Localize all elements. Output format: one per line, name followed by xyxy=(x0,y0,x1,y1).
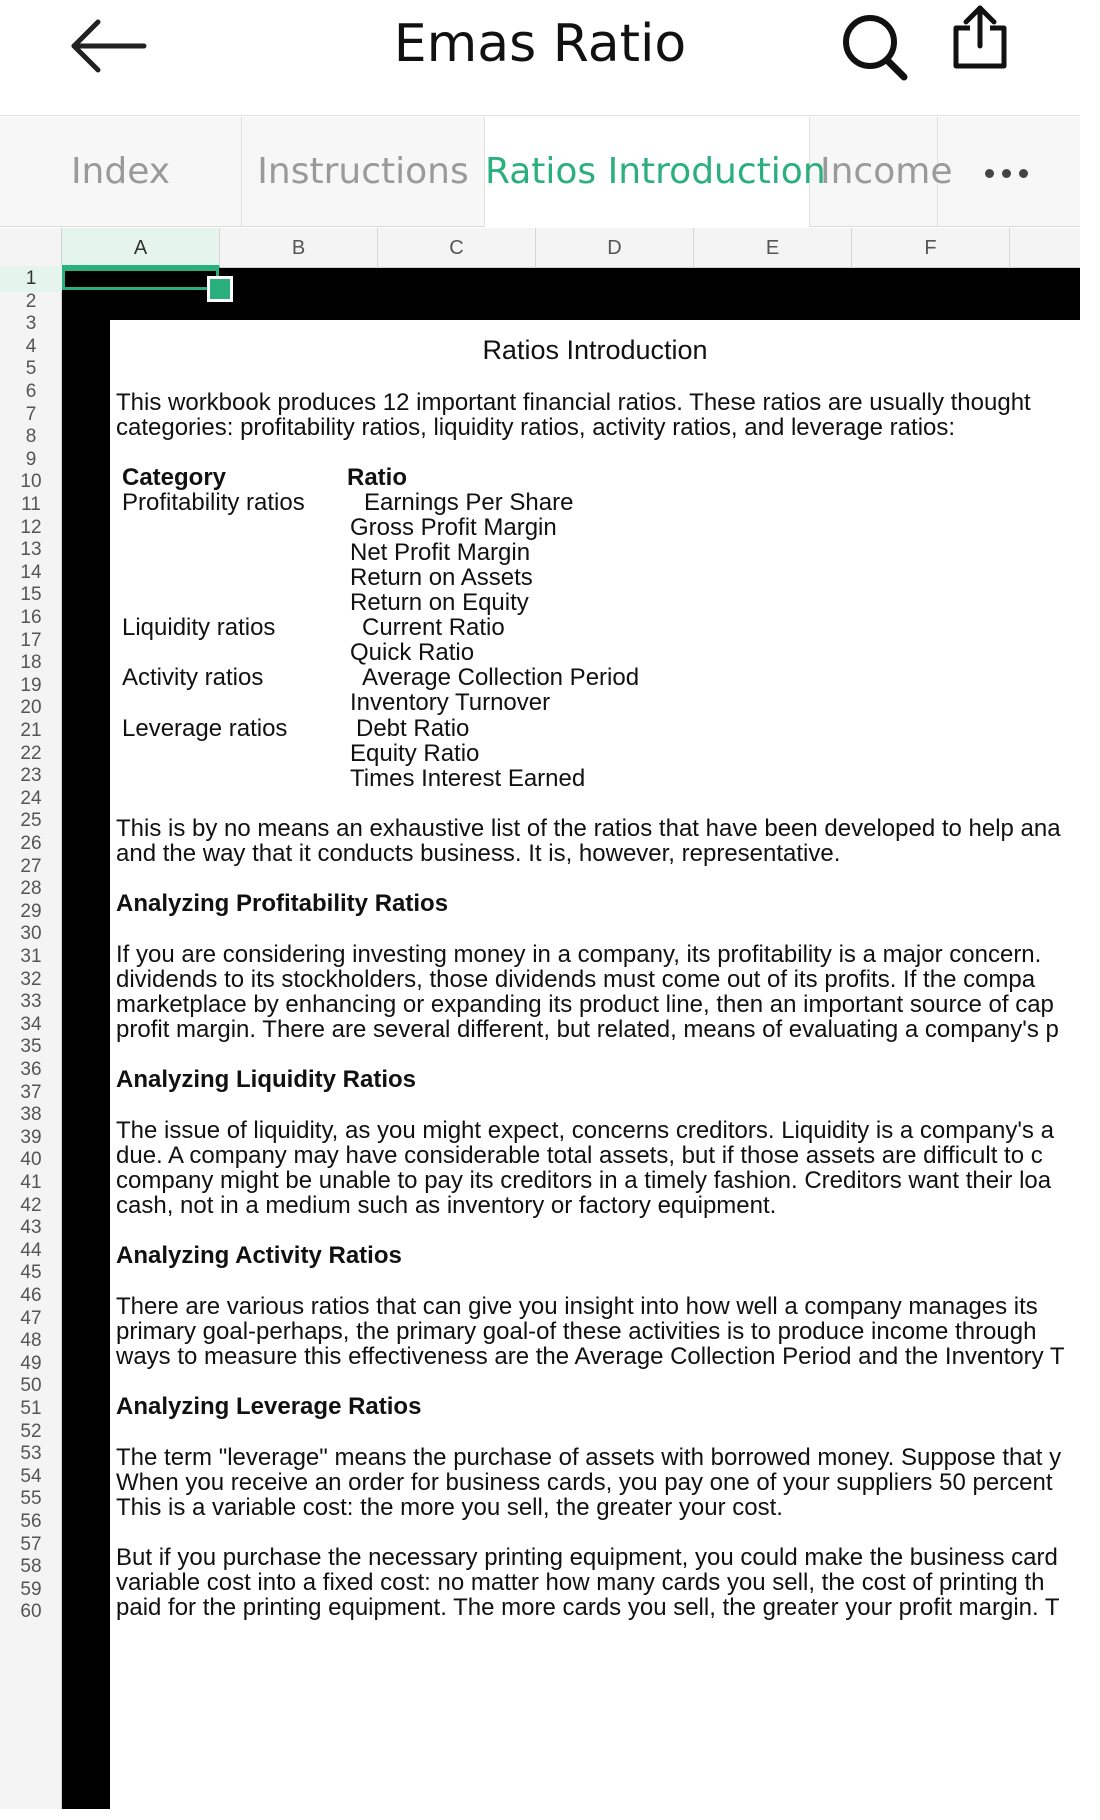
section-line: due. A company may have considerable total assets, but if those assets are difficult to c xyxy=(116,1142,1043,1169)
section-line: primary goal-perhaps, the primary goal-of these activities is to produce income through xyxy=(116,1318,1037,1345)
section-line: dividends to its stockholders, those dividends must come out of its profits. If the compa xyxy=(116,966,1036,993)
intro-line: This workbook produces 12 important financial ratios. These ratios are usually thought xyxy=(116,389,1031,416)
row-header-15[interactable]: 15 xyxy=(20,584,42,605)
row-header-49[interactable]: 49 xyxy=(20,1353,42,1374)
row-header-9[interactable]: 9 xyxy=(25,449,37,470)
table-header-ratio: Ratio xyxy=(347,464,407,491)
section-heading-activity: Analyzing Activity Ratios xyxy=(116,1242,402,1269)
more-dots-icon xyxy=(1002,169,1011,178)
row-header-4[interactable]: 4 xyxy=(25,336,37,357)
row-header-32[interactable]: 32 xyxy=(20,969,42,990)
category-cell: Profitability ratios xyxy=(122,489,305,516)
row-header-27[interactable]: 27 xyxy=(20,856,42,877)
row-header-24[interactable]: 24 xyxy=(20,788,42,809)
category-cell: Activity ratios xyxy=(122,664,264,691)
share-icon xyxy=(948,2,1018,82)
row-header-6[interactable]: 6 xyxy=(25,381,37,402)
row-header-36[interactable]: 36 xyxy=(20,1059,42,1080)
row-header-52[interactable]: 52 xyxy=(20,1421,42,1442)
section-heading-liquidity: Analyzing Liquidity Ratios xyxy=(116,1066,417,1093)
fill-handle[interactable] xyxy=(207,276,233,302)
section-line: There are various ratios that can give you insight into how well a company manages its xyxy=(116,1293,1038,1320)
document-title: Ratios Introduction xyxy=(482,335,708,365)
select-all-corner[interactable] xyxy=(0,228,62,268)
row-header-8[interactable]: 8 xyxy=(25,426,37,447)
row-header-11[interactable]: 11 xyxy=(21,494,41,515)
row-header-56[interactable]: 56 xyxy=(20,1511,42,1532)
row-header-40[interactable]: 40 xyxy=(20,1149,42,1170)
section-line: If you are considering investing money in a company, its profitability is a major concern. xyxy=(116,941,1042,968)
row-header-42[interactable]: 42 xyxy=(20,1195,42,1216)
ratio-cell: Debt Ratio xyxy=(356,715,470,742)
category-cell: Liquidity ratios xyxy=(122,614,276,641)
ratio-cell: Return on Assets xyxy=(350,564,533,591)
more-dots-icon xyxy=(1019,169,1028,178)
row-header-37[interactable]: 37 xyxy=(20,1082,42,1103)
intro-line: categories: profitability ratios, liquidity ratios, activity ratios, and leverage ratios: xyxy=(116,414,956,441)
row-header-44[interactable]: 44 xyxy=(20,1240,42,1261)
row-header-12[interactable]: 12 xyxy=(20,517,42,538)
row-header-50[interactable]: 50 xyxy=(20,1375,42,1396)
row-header-47[interactable]: 47 xyxy=(20,1308,42,1329)
summary-line: This is by no means an exhaustive list of the ratios that have been developed to help ana xyxy=(116,815,1061,842)
row-header-34[interactable]: 34 xyxy=(20,1014,42,1035)
ratio-cell: Gross Profit Margin xyxy=(350,514,557,541)
row-header-46[interactable]: 46 xyxy=(20,1285,42,1306)
ratio-cell: Average Collection Period xyxy=(362,664,640,691)
ratio-cell: Earnings Per Share xyxy=(364,489,574,516)
sheet-tabs xyxy=(0,117,1080,227)
tab-income[interactable]: Income xyxy=(810,117,938,227)
section-line: marketplace by enhancing or expanding its product line, then an important source of cap xyxy=(116,991,1054,1018)
row-header-45[interactable]: 45 xyxy=(20,1262,42,1283)
row-header-5[interactable]: 5 xyxy=(25,358,37,379)
row-header-39[interactable]: 39 xyxy=(20,1127,42,1148)
section-line: The term "leverage" means the purchase of assets with borrowed money. Suppose that y xyxy=(116,1444,1062,1471)
ratio-cell: Return on Equity xyxy=(350,589,529,616)
row-header-17[interactable]: 17 xyxy=(20,630,42,651)
row-header-35[interactable]: 35 xyxy=(20,1036,42,1057)
section-line: When you receive an order for business cards, you pay one of your suppliers 50 percent xyxy=(116,1469,1053,1496)
row-header-13[interactable]: 13 xyxy=(20,539,42,560)
row-header-3[interactable]: 3 xyxy=(25,313,37,334)
row-header-31[interactable]: 31 xyxy=(20,946,42,967)
row-header-2[interactable]: 2 xyxy=(25,291,37,312)
section-line: The issue of liquidity, as you might expect, concerns creditors. Liquidity is a company's a xyxy=(116,1117,1054,1144)
selected-cell-a1[interactable] xyxy=(62,268,219,290)
closing-line: But if you purchase the necessary printing equipment, you could make the business card xyxy=(116,1544,1058,1571)
row-header-19[interactable]: 19 xyxy=(20,675,42,696)
row-header-10[interactable]: 10 xyxy=(20,471,42,492)
row-header-25[interactable]: 25 xyxy=(20,810,42,831)
section-line: profit margin. There are several different, but related, means of evaluating a company's p xyxy=(116,1016,1059,1043)
tab-ratios-introduction[interactable]: Ratios Introduction xyxy=(485,117,810,227)
page-title: Emas Ratio xyxy=(393,14,687,74)
row-header-18[interactable]: 18 xyxy=(20,652,42,673)
column-header-d[interactable]: D xyxy=(536,228,694,268)
back-button[interactable] xyxy=(70,10,150,80)
row-header-54[interactable]: 54 xyxy=(20,1466,42,1487)
row-header-bar xyxy=(0,268,62,1809)
column-header-f[interactable]: F xyxy=(852,228,1010,268)
more-tabs-button[interactable] xyxy=(945,117,1080,227)
column-header-bar xyxy=(0,228,1080,268)
ratio-cell: Quick Ratio xyxy=(350,639,475,666)
section-line: company might be unable to pay its creditors in a timely fashion. Creditors want their loa xyxy=(116,1167,1052,1194)
column-header-e[interactable]: E xyxy=(694,228,852,268)
row-header-59[interactable]: 59 xyxy=(20,1579,42,1600)
row-header-7[interactable]: 7 xyxy=(25,404,37,425)
column-header-c[interactable]: C xyxy=(378,228,536,268)
row-header-23[interactable]: 23 xyxy=(20,765,42,786)
category-cell: Leverage ratios xyxy=(122,715,288,742)
row-header-20[interactable]: 20 xyxy=(20,697,42,718)
more-dots-icon xyxy=(985,169,994,178)
column-header-a[interactable]: A xyxy=(62,228,220,268)
search-icon xyxy=(838,4,912,82)
row-header-22[interactable]: 22 xyxy=(20,743,42,764)
closing-line: variable cost into a fixed cost: no matter how many cards you sell, the cost of printing th xyxy=(116,1569,1045,1596)
ratio-cell: Equity Ratio xyxy=(350,740,480,767)
row-header-28[interactable]: 28 xyxy=(20,878,42,899)
row-header-14[interactable]: 14 xyxy=(20,562,42,583)
row-header-48[interactable]: 48 xyxy=(20,1330,42,1351)
column-header-b[interactable]: B xyxy=(220,228,378,268)
row-header-51[interactable]: 51 xyxy=(20,1398,42,1419)
section-heading-leverage: Analyzing Leverage Ratios xyxy=(116,1393,422,1420)
row-header-38[interactable]: 38 xyxy=(20,1104,42,1125)
row-header-33[interactable]: 33 xyxy=(20,991,42,1012)
row-header-43[interactable]: 43 xyxy=(20,1217,42,1238)
row-header-53[interactable]: 53 xyxy=(20,1443,42,1464)
section-line: This is a variable cost: the more you sell, the greater your cost. xyxy=(116,1494,783,1521)
ratio-cell: Current Ratio xyxy=(362,614,505,641)
summary-line: and the way that it conducts business. It is, however, representative. xyxy=(116,840,841,867)
section-heading-profitability: Analyzing Profitability Ratios xyxy=(116,890,449,917)
search-button[interactable] xyxy=(838,4,912,82)
section-line: ways to measure this effectiveness are the Average Collection Period and the Inventory T xyxy=(116,1343,1065,1370)
embedded-document xyxy=(110,320,1100,1820)
share-button[interactable] xyxy=(948,2,1018,82)
row-header-16[interactable]: 16 xyxy=(20,607,42,628)
row-header-30[interactable]: 30 xyxy=(20,923,42,944)
closing-line: paid for the printing equipment. The more cards you sell, the greater your profit margin. T xyxy=(116,1594,1060,1621)
row-header-21[interactable]: 21 xyxy=(20,720,42,741)
arrow-left-icon xyxy=(70,10,150,80)
row-header-57[interactable]: 57 xyxy=(20,1534,42,1555)
row-header-41[interactable]: 41 xyxy=(20,1172,42,1193)
app-toolbar xyxy=(0,0,1080,116)
tab-index[interactable]: Index xyxy=(0,117,242,227)
ratio-cell: Net Profit Margin xyxy=(350,539,531,566)
row-header-58[interactable]: 58 xyxy=(20,1556,42,1577)
row-header-26[interactable]: 26 xyxy=(20,833,42,854)
row-header-60[interactable]: 60 xyxy=(20,1601,42,1622)
table-header-category: Category xyxy=(122,464,227,491)
tab-instructions[interactable]: Instructions xyxy=(242,117,485,227)
row-header-55[interactable]: 55 xyxy=(20,1488,42,1509)
ratio-cell: Times Interest Earned xyxy=(350,765,586,792)
row-header-1[interactable]: 1 xyxy=(0,266,62,292)
section-line: cash, not in a medium such as inventory or factory equipment. xyxy=(116,1192,777,1219)
row-header-29[interactable]: 29 xyxy=(20,901,42,922)
sheet-grid[interactable] xyxy=(62,268,1080,1809)
ratio-cell: Inventory Turnover xyxy=(350,689,551,716)
